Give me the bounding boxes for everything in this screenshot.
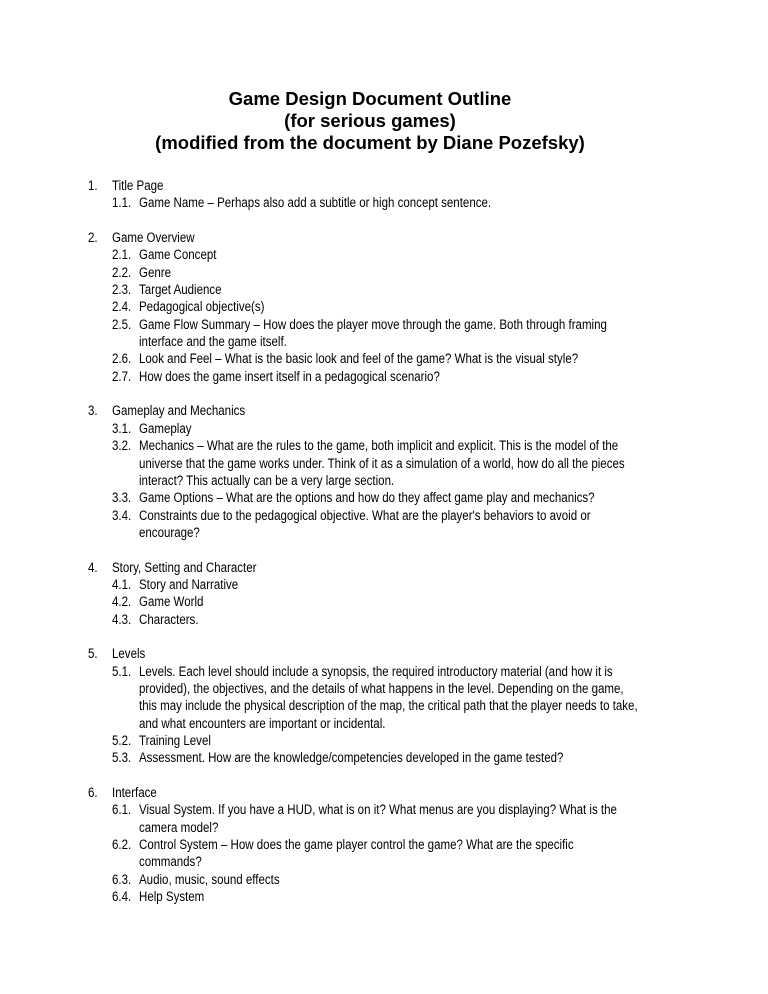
item-text-line: Game Flow Summary – How does the player move through the game. Both through framing [139,316,607,332]
section-number: 3. [88,403,98,419]
item-number: 3.3. [112,490,132,506]
section-label: Game Overview [112,230,195,246]
outline-item [88,611,698,628]
attribution-line: (modified from the document by Diane Pozefsky) [155,132,585,153]
item-text-line: Mechanics – What are the rules to the game, both implicit and explicit. This is the model of the [139,438,619,454]
item-number: 6.1. [112,802,132,818]
item-number: 5.3. [112,750,132,766]
section-heading [88,229,698,246]
document-title [0,88,740,154]
outline-item [88,836,698,871]
item-text [139,507,698,542]
item-text-line: Story and Narrative [139,576,239,592]
item-number: 2.6. [112,351,132,367]
item-text-line: Help System [139,889,205,905]
item-text [139,593,698,610]
item-number: 5.1. [112,663,132,679]
item-number: 2.4. [112,299,132,315]
section-number: 1. [88,178,98,193]
item-number: 2.1. [112,247,132,263]
item-text-line: Target Audience [139,282,222,298]
outline-item [88,888,698,905]
item-number: 4.2. [112,594,132,610]
item-text-line: Characters. [139,611,199,627]
item-text [139,749,698,766]
item-text [139,871,698,888]
section-heading [88,402,698,419]
outline-item [88,749,698,766]
item-number: 1.1. [112,195,132,211]
outline-section [88,784,698,905]
item-text [139,298,698,315]
item-text-line: Visual System. If you have a HUD, what is on it? What menus are you displaying? What is the [139,802,617,818]
item-number: 3.4. [112,507,132,523]
section-number: 6. [88,785,98,801]
item-text-line: Training Level [139,733,211,748]
item-text [139,368,698,385]
item-text-line: How does the game insert itself in a pedagogical scenario? [139,368,440,384]
outline-item [88,437,698,489]
item-number: 6.3. [112,871,132,887]
item-text [139,350,698,367]
outline-item [88,281,698,298]
outline-item [88,732,698,749]
outline-section [88,177,698,212]
outline-item [88,489,698,506]
title-line: Game Design Document Outline [228,88,512,109]
item-text-line: interact? This actually can be a very large section. [139,472,395,488]
section-heading [88,645,698,662]
outline-item [88,298,698,315]
item-text-line: Audio, music, sound effects [139,871,280,887]
item-text [139,888,698,905]
section-number: 4. [88,559,98,575]
outline-section [88,402,698,541]
section-heading [88,177,698,194]
item-text-line: Constraints due to the pedagogical objective. What are the player's behaviors to avoid or [139,507,591,523]
outline-section [88,559,698,628]
outline-item [88,246,698,263]
item-number: 4.3. [112,611,132,627]
item-text-line: universe that the game works under. Think of it as a simulation of a world, how do all the pieces [139,455,625,471]
item-text [139,801,698,836]
section-number: 2. [88,230,98,246]
item-text [139,194,698,211]
item-text [139,264,698,281]
item-number: 2.2. [112,264,132,280]
item-text [139,246,698,263]
section-label: Interface [112,785,157,801]
item-text-line: Game Name – Perhaps also add a subtitle or high concept sentence. [139,195,492,211]
section-label: Gameplay and Mechanics [112,403,246,419]
item-text [139,420,698,437]
item-number: 2.7. [112,368,132,384]
item-text [139,489,698,506]
section-number: 5. [88,646,98,662]
outline-item [88,576,698,593]
section-label: Title Page [112,178,164,193]
section-label: Story, Setting and Character [112,559,257,575]
section-label: Levels [112,646,146,662]
item-text [139,437,698,489]
item-number: 2.5. [112,316,132,332]
outline-item [88,316,698,351]
outline-item [88,507,698,542]
item-text-line: and what encounters are important or incidental. [139,715,386,731]
item-text-line: Genre [139,264,172,280]
item-text-line: Gameplay [139,420,192,436]
item-text [139,732,698,749]
section-heading [88,784,698,801]
item-text-line: interface and the game itself. [139,334,287,350]
outline-section [88,645,698,766]
item-text-line: camera model? [139,819,219,835]
subtitle-line: (for serious games) [284,110,456,131]
outline-item [88,593,698,610]
section-heading [88,559,698,576]
outline-item [88,871,698,888]
item-number: 5.2. [112,733,132,748]
outline-list [88,177,698,923]
item-text-line: Game Concept [139,247,217,263]
item-text-line: Control System – How does the game player control the game? What are the specific [139,837,574,853]
item-text-line: Pedagogical objective(s) [139,299,265,315]
item-text [139,663,698,732]
item-text [139,316,698,351]
item-text-line: Game Options – What are the options and how do they affect game play and mechanics? [139,490,595,506]
item-text [139,611,698,628]
item-text-line: this may include the physical description of the map, the critical path that the player needs to take, [139,698,638,714]
item-number: 6.2. [112,837,132,853]
item-text-line: provided), the objectives, and the details of what happens in the level. Depending on the game, [139,680,624,696]
outline-section [88,229,698,385]
outline-item [88,801,698,836]
item-number: 6.4. [112,889,132,905]
item-number: 4.1. [112,576,132,592]
outline-item [88,264,698,281]
item-text-line: commands? [139,854,202,870]
item-number: 3.1. [112,420,132,436]
item-text-line: Look and Feel – What is the basic look and feel of the game? What is the visual style? [139,351,579,367]
item-text [139,836,698,871]
item-text-line: encourage? [139,524,200,540]
outline-item [88,420,698,437]
outline-item [88,350,698,367]
outline-item [88,368,698,385]
item-text-line: Game World [139,594,204,610]
item-text-line: Assessment. How are the knowledge/competencies developed in the game tested? [139,750,564,766]
item-text-line: Levels. Each level should include a synopsis, the required introductory material (and how it is [139,663,613,679]
item-text [139,576,698,593]
item-text [139,281,698,298]
item-number: 2.3. [112,282,132,298]
outline-item [88,194,698,211]
item-number: 3.2. [112,438,132,454]
outline-item [88,663,698,732]
